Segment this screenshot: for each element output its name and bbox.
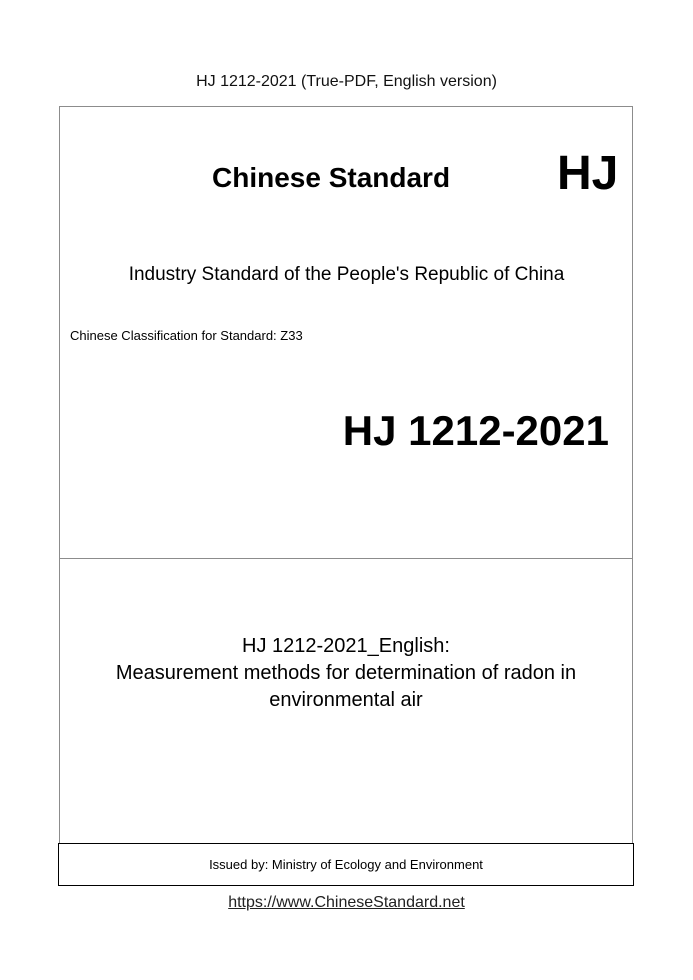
classification-line: Chinese Classification for Standard: Z33 [70, 328, 303, 343]
document-title-line-1: HJ 1212-2021_English: [242, 635, 450, 657]
issued-by-text: Issued by: Ministry of Ecology and Environment [209, 856, 483, 872]
document-title [59, 633, 633, 714]
standard-type-title: Chinese Standard [212, 162, 451, 193]
standard-number: HJ 1212-2021 [342, 407, 609, 454]
footer [0, 893, 693, 913]
document-header: HJ 1212-2021 (True-PDF, English version) [196, 73, 497, 90]
document-title-line-2: Measurement methods for determination of radon in [115, 662, 577, 684]
website-link[interactable]: https://www.ChineseStandard.net [228, 894, 465, 911]
document-title-line-3: environmental air [269, 689, 423, 711]
industry-standard-line: Industry Standard of the People's Republic of China [128, 264, 565, 285]
issued-by-box [58, 843, 634, 886]
standard-prefix: HJ [557, 147, 619, 200]
